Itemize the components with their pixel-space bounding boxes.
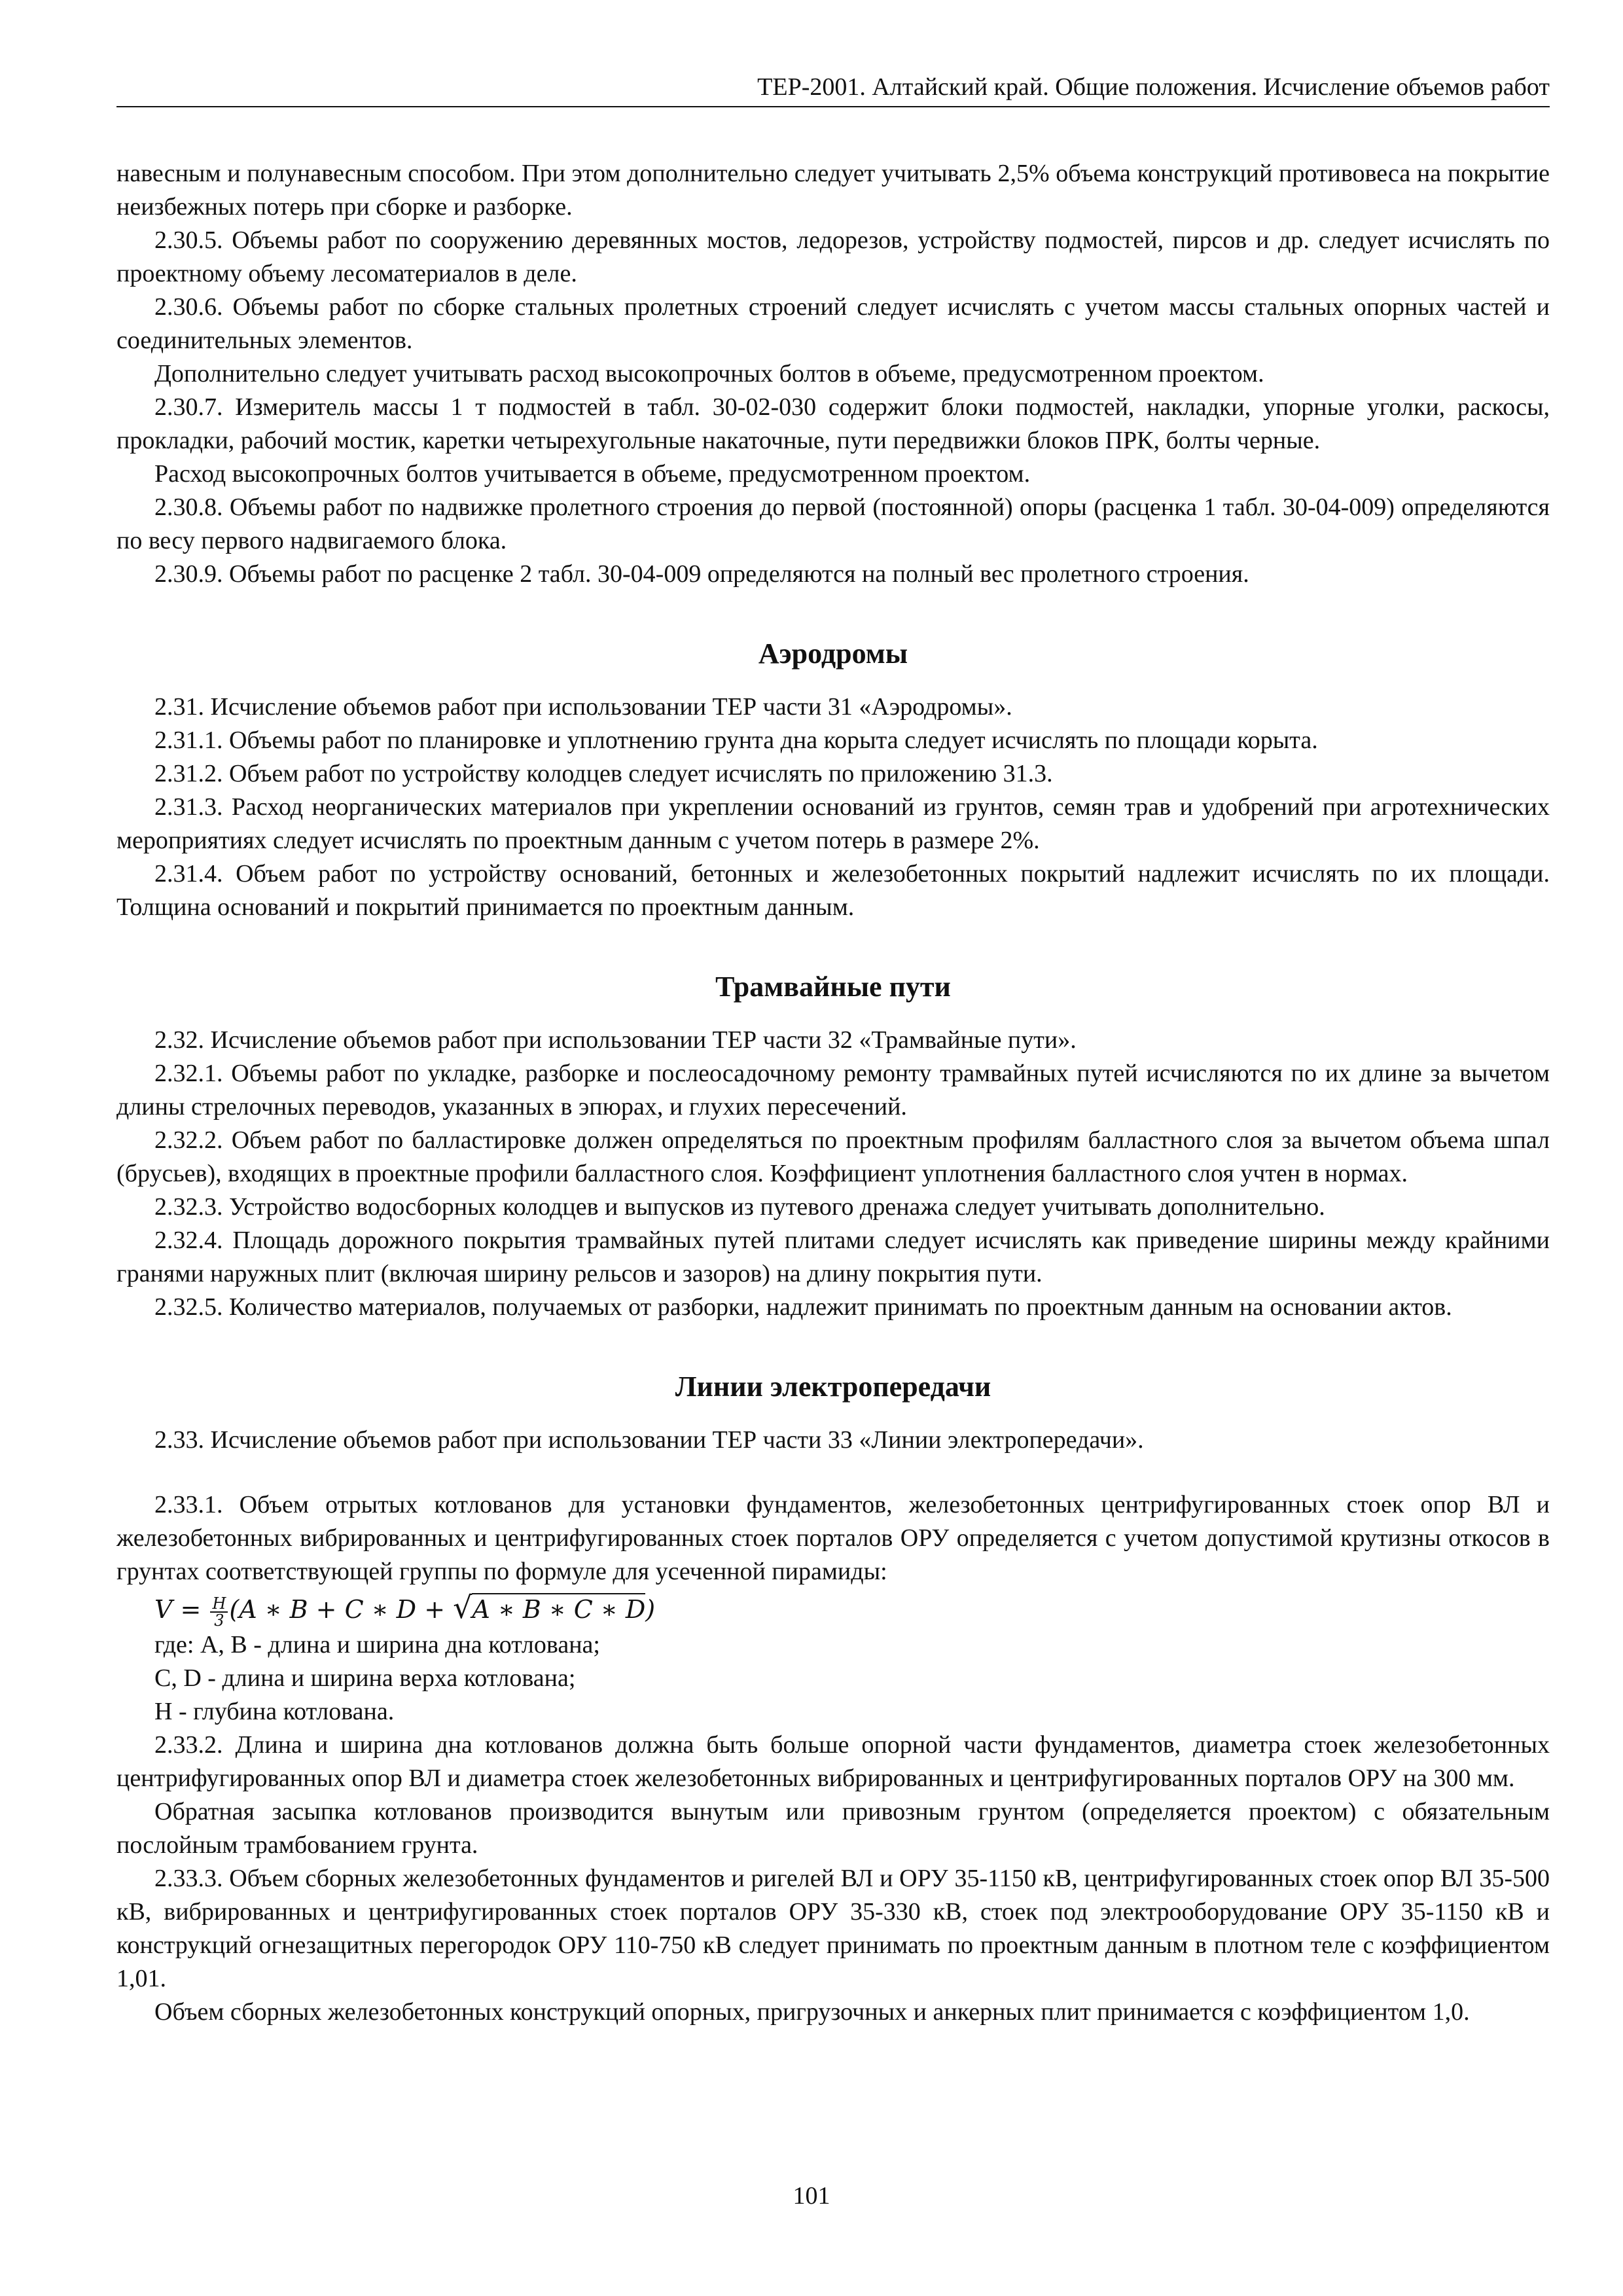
paragraph-2-30-6: 2.30.6. Объемы работ по сборке стальных пролетных строений следует исчислять с учетом массы стальных опорных частей и соединительных элементов.	[116, 293, 1550, 354]
paragraph-2-32-5: 2.32.5. Количество материалов, получаемых от разборки, надлежит принимать по проектным данным на основании актов.	[154, 1293, 1452, 1321]
spacer	[116, 1457, 1550, 1488]
paragraph-2-32-1: 2.32.1. Объемы работ по укладке, разборке и послеосадочному ремонту трамвайных путей исчисляются по их длине за вычетом длины стрелочных переводов, указанных в эпюрах, и глухих пересечений.	[116, 1060, 1550, 1121]
formula-sqrt-sign: √	[453, 1590, 473, 1625]
paragraph-2-33-1: 2.33.1. Объем отрытых котлованов для установки фундаментов, железобетонных центрифугированных стоек опор ВЛ и железобетонных вибрированных и центрифугированных стоек порталов ОРУ определяется с учетом допустимой крутизны откосов в грунтах соответствующей группы по формуле для усеченной пирамиды:	[116, 1491, 1550, 1585]
formula-fraction-denominator: 3	[214, 1611, 224, 1630]
formula-legend-top: С, D - длина и ширина верха котлована;	[154, 1664, 576, 1692]
paragraph-2-30-5: 2.30.5. Объемы работ по сооружению деревянных мостов, ледорезов, устройству подмостей, пирсов и др. следует исчислять по проектному объему лесоматериалов в деле.	[116, 226, 1550, 287]
running-header: ТЕР-2001. Алтайский край. Общие положения. Исчисление объемов работ	[116, 71, 1550, 107]
formula-close: )	[645, 1595, 656, 1624]
spacer	[116, 591, 1550, 634]
section-heading-tramways: Трамвайные пути	[715, 971, 951, 1003]
section-heading-power-lines: Линии электропередачи	[675, 1371, 991, 1403]
paragraph-2-31: 2.31. Исчисление объемов работ при использовании ТЕР части 31 «Аэродромы».	[154, 693, 1012, 721]
paragraph-2-32-3: 2.32.3. Устройство водосборных колодцев и выпусков из путевого дренажа следует учитывать дополнительно.	[154, 1193, 1325, 1221]
paragraph-2-33: 2.33. Исчисление объемов работ при использовании ТЕР части 33 «Линии электропередачи».	[154, 1426, 1144, 1454]
paragraph-2-31-4: 2.31.4. Объем работ по устройству оснований, бетонных и железобетонных покрытий надлежит исчислять по их площади. Толщина оснований и покрытий принимается по проектным данным.	[116, 860, 1550, 921]
paragraph-2-30-7: 2.30.7. Измеритель массы 1 т подмостей в табл. 30-02-030 содержит блоки подмостей, накладки, упорные уголки, раскосы, прокладки, рабочий мостик, каретки четырехугольные накаточные, пути передвижки блоков ПРК, болты черные.	[116, 393, 1550, 454]
paragraph-2-33-3: 2.33.3. Объем сборных железобетонных фундаментов и ригелей ВЛ и ОРУ 35-1150 кВ, центрифугированных стоек опор ВЛ 35-500 кВ, вибрированных и центрифугированных стоек порталов ОРУ 35-330 кВ, стоек под электрооборудование ОРУ 35-1150 кВ и конструкций огнезащитных перегородок ОРУ 110-750 кВ следует принимать по проектным данным в плотном теле с коэффициентом 1,01.	[116, 1865, 1550, 1992]
spacer	[116, 673, 1550, 691]
paragraph-bolts-consumption: Расход высокопрочных болтов учитывается в объеме, предусмотренном проектом.	[154, 460, 1031, 488]
paragraph-2-30-9: 2.30.9. Объемы работ по расценке 2 табл. 30-04-009 определяются на полный вес пролетного строения.	[154, 560, 1249, 588]
paragraph-2-32-4: 2.32.4. Площадь дорожного покрытия трамвайных путей плитами следует исчислять как приведение ширины между крайними гранями наружных плит (включая ширину рельсов и зазоров) на длину покрытия пути.	[116, 1227, 1550, 1287]
page-number: 101	[793, 2182, 830, 2210]
page-body	[116, 157, 1550, 2029]
paragraph-2-32: 2.32. Исчисление объемов работ при использовании ТЕР части 32 «Трамвайные пути».	[154, 1026, 1077, 1054]
section-heading-airfields: Аэродромы	[758, 637, 908, 670]
paragraph-slab-coefficient: Объем сборных железобетонных конструкций опорных, пригрузочных и анкерных плит принимается с коэффициентом 1,0.	[154, 1998, 1470, 2026]
formula-open-term: (A ∗ B + C ∗ D +	[229, 1595, 454, 1624]
spacer	[116, 924, 1550, 967]
formula-legend-bottom: где: А, В - длина и ширина дна котлована;	[154, 1631, 600, 1659]
formula-radicand: A ∗ B ∗ C ∗ D	[472, 1593, 645, 1624]
spacer	[116, 1324, 1550, 1367]
formula-legend-depth: Н - глубина котлована.	[154, 1698, 395, 1725]
paragraph-2-31-2: 2.31.2. Объем работ по устройству колодцев следует исчислять по приложению 31.3.	[154, 760, 1053, 787]
paragraph-bridges-continuation: навесным и полунавесным способом. При этом дополнительно следует учитывать 2,5% объема конструкций противовеса на покрытие неизбежных потерь при сборке и разборке.	[116, 160, 1550, 221]
paragraph-2-30-8: 2.30.8. Объемы работ по надвижке пролетного строения до первой (постоянной) опоры (расценка 1 табл. 30-04-009) определяются по весу первого надвигаемого блока.	[116, 493, 1550, 554]
spacer	[116, 1007, 1550, 1024]
paragraph-2-33-2: 2.33.2. Длина и ширина дна котлованов должна быть больше опорной части фундаментов, диаметра стоек железобетонных центрифугированных опор ВЛ и диаметра стоек железобетонных вибрированных и центрифугированных порталов ОРУ на 300 мм.	[116, 1731, 1550, 1792]
paragraph-2-32-2: 2.32.2. Объем работ по балластировке должен определяться по проектным профилям балластного слоя за вычетом объема шпал (брусьев), входящих в проектные профили балластного слоя. Коэффициент уплотнения балластного слоя учтен в нормах.	[116, 1126, 1550, 1187]
paragraph-2-31-1: 2.31.1. Объемы работ по планировке и уплотнению грунта дна корыта следует исчислять по площади корыта.	[154, 726, 1318, 754]
formula-fraction-numerator: H	[210, 1596, 228, 1613]
spacer	[116, 1407, 1550, 1424]
formula-fraction	[210, 1596, 228, 1628]
paragraph-backfill: Обратная засыпка котлованов производится вынутым или привозным грунтом (определяется проектом) с обязательным послойным трамбованием грунта.	[116, 1798, 1550, 1859]
paragraph-2-31-3: 2.31.3. Расход неорганических материалов при укреплении оснований из грунтов, семян трав и удобрений при агротехнических мероприятиях следует исчислять по проектным данным с учетом потерь в размере 2%.	[116, 793, 1550, 854]
truncated-pyramid-formula	[116, 1588, 1550, 1628]
paragraph-high-strength-bolts: Дополнительно следует учитывать расход высокопрочных болтов в объеме, предусмотренном проектом.	[154, 360, 1264, 387]
formula-lhs: V =	[154, 1595, 202, 1624]
